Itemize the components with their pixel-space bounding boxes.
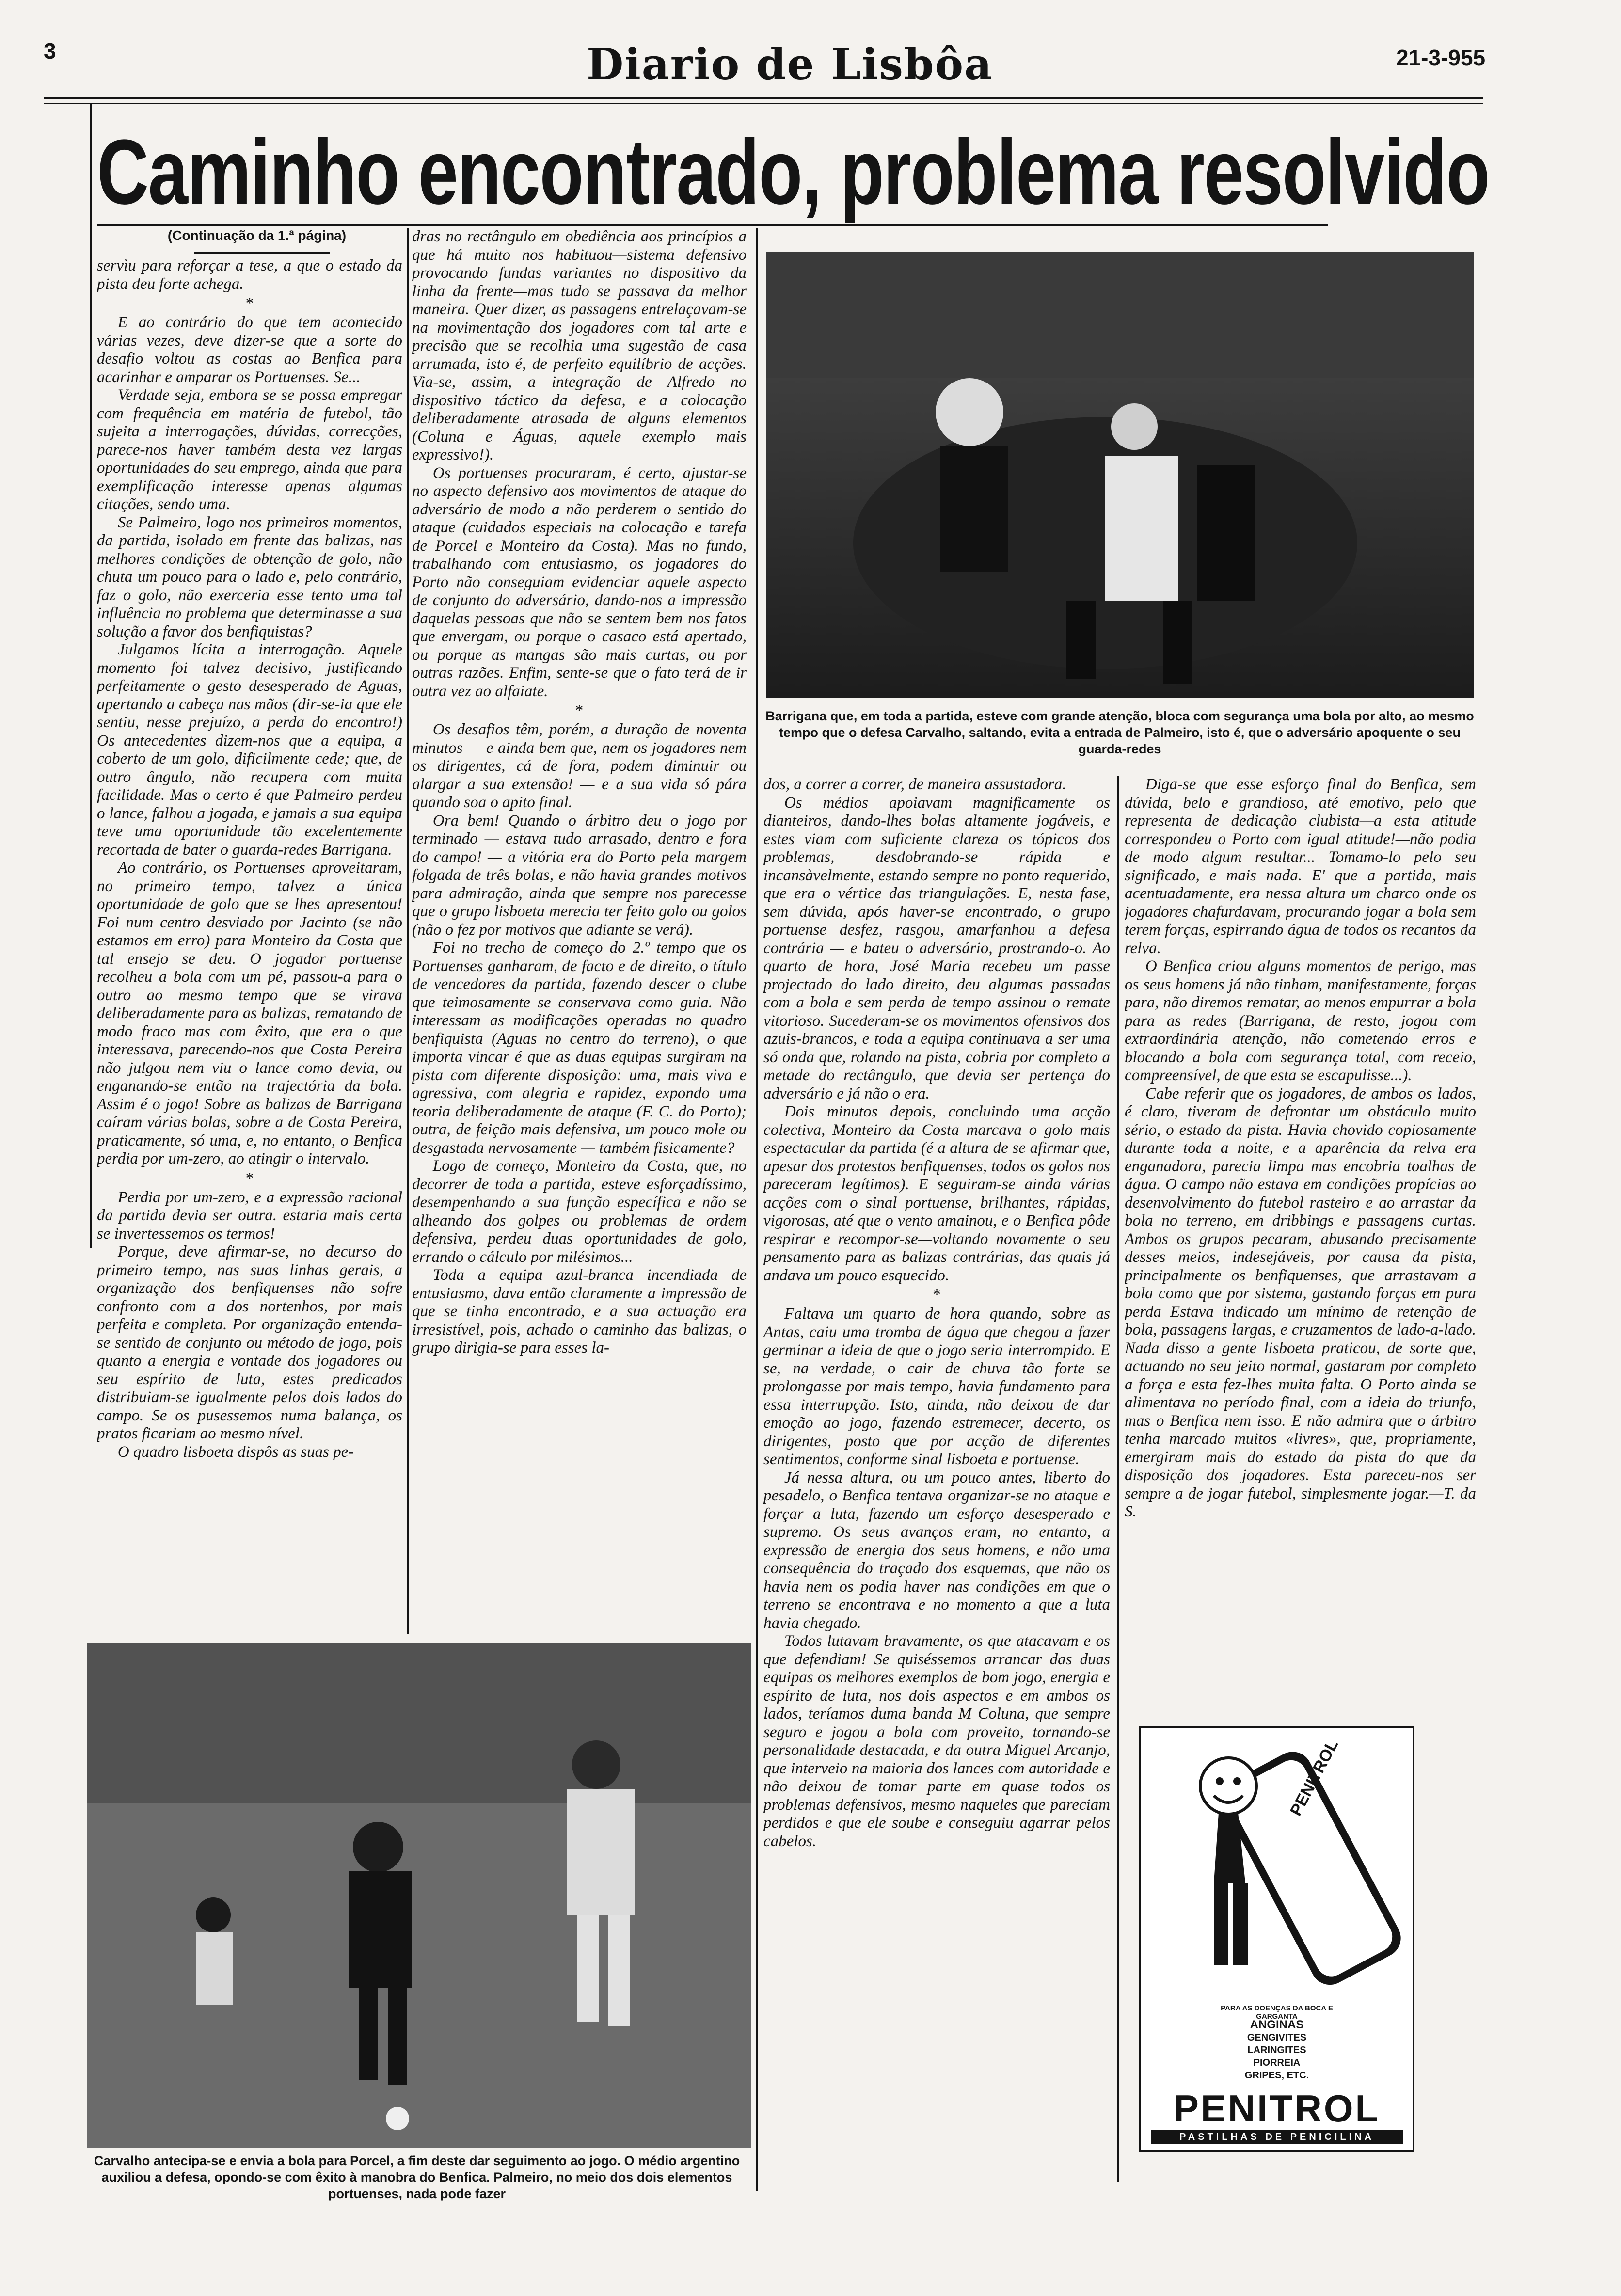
paragraph: Perdia por um-zero, e a expressão racional da partida devia ser outra. estaria mais certa se invertessemos os termos!	[97, 1188, 402, 1243]
paragraph: Dois minutos depois, concluindo uma acção colectiva, Monteiro da Costa marcava o golo mais espectacular da partida (é a altura de se afirmar que, apesar dos protestos benfiquenses, todos os golos nos pareceram legítimos). E seguiram-se ainda várias acções com o sinal portuense, brilhantes, rápidas, vigorosas, até que o vento amainou, e o Benfica pôde respirar e recompor-se—voltando novamente o seu pensamento para as balizas contrárias, das quais já andava um pouco esquecido.	[763, 1103, 1110, 1284]
ad-ailment: ANGINAS	[1250, 2018, 1304, 2031]
article-column-2	[412, 228, 747, 1634]
masthead-rule	[44, 97, 1483, 99]
column-rule	[756, 228, 758, 2191]
ad-mascot-illustration	[1141, 1728, 1413, 1999]
paragraph: O Benfica criou alguns momentos de perigo, mas os seus homens já não tinham, manifestamente, forças para, não diremos rematar, ao menos empurrar a bola para as redes (Barrigana, de resto, jogou com extraordinária atenção, não cometendo erros e blocando a bola com segurança total, com receio, compreensível, de que esta se escapulisse...).	[1125, 957, 1476, 1084]
paragraph: Faltava um quarto de hora quando, sobre as Antas, caiu uma tromba de água que chegou a fazer germinar a ideia de que o jogo seria interrompido. E se, na verdade, o cair de chuva tão forte se prolongasse por mais tempo, havia fundamento para essa interrupção. Isto, ainda, não deixou de dar emoção ao jogo, fazendo estremecer, decerto, os dirigentes, posto que por acção de diferentes sentimentos, conforme sinal lisboeta e portuense.	[763, 1305, 1110, 1468]
bottom-photo-caption: Carvalho antecipa-se e envia a bola para Porcel, a fim deste dar seguimento ao jogo. O médio argentino auxiliou a defesa, opondo-se com êxito à manobra do Benfica. Palmeiro, no meio dos dois elementos portuenses, nada pode fazer	[94, 2153, 740, 2201]
ad-ailment: PIORREIA	[1253, 2057, 1301, 2068]
paragraph: Verdade seja, embora se se possa empregar com frequência em matéria de futebol, tão sujeita a interrogações, dúvidas, correcções, parece-nos haver também desta vez largas oportunidades do seu emprego, ainda que para exemplificação interesse apenas algumas citações, sendo uma.	[97, 386, 402, 513]
paragraph: Ao contrário, os Portuenses aproveitaram, no primeiro tempo, talvez a única oportunidade de golo que se lhes apresentou! Foi num centro desviado por Jacinto (se não estamos em erro) para Monteiro da Costa que tal ensejo se deu. O jogador portuense recolheu a bola com um pé, passou-a para o outro ao mesmo tempo que se virava deliberadamente para as balizas, rematando de modo fraco mas com êxito, que era o que interessava, parecendo-nos que Costa Pereira não julgou nem viu o lance como devia, ou enganando-se então na trajectória da bola. Assim é o jogo! Sobre as balizas de Barrigana caíram várias bolas, sobre a de Costa Pereira, praticamente, só uma, e, no entanto, o Benfica perdia por um-zero, ao atingir o intervalo.	[97, 859, 402, 1167]
ad-small-text: PARA AS DOENÇAS DA BOCA E GARGANTA	[1221, 2004, 1333, 2021]
article-column-3	[763, 776, 1110, 2172]
paragraph: servìu para reforçar a tese, a que o estado da pista deu forte achega.	[97, 257, 402, 293]
issue-date: 21-3-955	[1396, 45, 1486, 70]
page-number: 3	[44, 38, 56, 64]
section-asterisk: *	[245, 294, 254, 312]
article-column-1	[97, 257, 402, 1634]
paragraph: Cabe referir que os jogadores, de ambos os lados, é claro, tiveram de defrontar um obstáculo muito sério, o estado da pista. Havia chovido copiosamente durante toda a noite, e a aparência da relva era enganadora, parecia limpa mas encobria toalhas de água. O campo não estava em condições propícias ao desenvolvimento do futebol rasteiro e ao arrastar da bola no terreno, em dribbings e passagens curtas. Ambos os grupos pecaram, abusando precisamente desses meios, indesejáveis, por causa da pista, principalmente os benfiquenses, que arrastavam a bola como que por sistema, gastando forças em pura perda Estava indicado um mínimo de retenção de bola, passagens largas, e cruzamentos de lado-a-lado. Nada disso a gente lisboeta praticou, de sorte que, actuando no seu jeito normal, gastaram por completo a força e esta fez-lhes muita falta. O Porto ainda se alimentava no período final, com a ideia do triunfo, mas o Benfica nem isso. E não admira que o árbitro tenha marcado muitos «livres», que, propriamente, emergiram mais do estado da pista do que da disposição dos jogadores. Esta pareceu-nos ser sempre a de jogar futebol, simplesmente jogar.—T. da S.	[1125, 1084, 1476, 1520]
headline-rule	[97, 224, 1328, 226]
paragraph: Os médios apoiavam magnificamente os dianteiros, dando-lhes bolas altamente jogáveis, e estes viam com suficiente clareza os tópicos dos problemas, desdobrando-se rápida e incansàvelmente, estando sempre no ponto requerido, que era o vértice das triangulações. E, nesta fase, sem dúvida, após haver-se encontrado, o grupo portuense desfez, rasgou, amarfanhou a defesa contrária — e bateu o adversário, prostrando-o. Ao quarto de hora, José Maria recebeu um passe projectado do lado direito, deu algumas passadas com a bola e sem perda de tempo assinou o remate vitorioso. Sucederam-se os movimentos ofensivos dos azuis-brancos, e toda a equipa continuava a ser uma só onda que, rolando na pista, cobria por completo a metade do rectângulo, que devia ser pertença do adversário e já não o era.	[763, 794, 1110, 1102]
paragraph: Os desafios têm, porém, a duração de noventa minutos — e ainda bem que, nem os jogadores nem os dirigentes, cá de fora, podem diminuir ou alargar a sua extensão! — e a sua vida só pára quando soa o apito final.	[412, 721, 747, 811]
column-rule	[407, 228, 409, 1634]
paragraph: Ora bem! Quando o árbitro deu o jogo por terminado — estava tudo arrasado, dentro e fora do campo! — a vitória era do Porto pela margem folgada de três bolas, e não havia grandes motivos para admiração, ainda que sempre nos parecesse que o grupo lisboeta merecia ter feito golo ou golos (não o fez por motivos que adiante se verá).	[412, 812, 747, 939]
paragraph: dos, a correr a correr, de maneira assustadora.	[763, 776, 1066, 793]
left-border-rule	[90, 104, 92, 1248]
paragraph: Porque, deve afirmar-se, no decurso do primeiro tempo, nas suas linhas gerais, a organização dos benfiquenses não sofre confronto com a dos nortenhos, por mais perfeita e completa. Por organização entenda-se sentido de conjunto ou método de jogo, pois quanto a energia e vontade dos jogadores ou seu espírito de luta, estes predicados distribuiam-se igualmente pelos dois lados do campo. Se os pusessemos numa balança, os pratos ficariam ao mesmo nível.	[97, 1243, 402, 1442]
ad-ailments-list	[1199, 2019, 1354, 2082]
paragraph: Julgamos lícita a interrogação. Aquele momento foi talvez decisivo, justificando perfeitamente o gesto desesperado de Aguas, apertando a cabeça nas mãos (dir-se-ia que ele sentiu, nesse prejuízo, a perda do encontro!) Os antecedentes dizem-nos que a equipa, a coberto de um golo, dificilmente cede; que, de outro ângulo, não recupera com muita facilidade. Mas o certo é que Palmeiro perdeu o lance, falhou a jogada, e jamais a sua equipa teve uma oportunidade tão excelentemente recortada de bater o guarda-redes Barrigana.	[97, 641, 402, 859]
paragraph: O quadro lisboeta dispôs as suas pe-	[117, 1443, 354, 1461]
ad-product-name: PENITROL	[1173, 2087, 1381, 2130]
continuation-rule	[194, 252, 330, 254]
paragraph: Foi no trecho de começo do 2.º tempo que os Portuenses ganharam, de facto e de direito, o título de vencedores da partida, fazendo descer o clube que teimosamente se conservava como guia. Não interessam as modificações operadas no quadro benfiquista (Aguas no centro do terreno), o que importa vincar é que as duas equipas surgiram na pista com diferente disposição: uma, mais viva e agressiva, com alegria e rapidez, expondo uma teoria deliberadamente de ataque (F. C. do Porto); outra, de feição mais defensiva, um pouco mole ou desgastada nervosamente — também fisicamente?	[412, 939, 747, 1157]
column-rule	[1117, 776, 1119, 2182]
paragraph: Os portuenses procuraram, é certo, ajustar-se no aspecto defensivo aos movimentos de ataque do adversário de modo a não perderem o sentido do ataque (cuidados especiais na colocação e tarefa de Porcel e Monteiro da Costa). Mas no fundo, trabalhando com entusiasmo, os jogadores do Porto não conseguiam evidenciar aquele aspecto de conjunto do adversário, dando-nos a impressão daquelas pessoas que não se sentem bem nos fatos que envergam, ou porque o casaco está apertado, ou porque as mangas são mais curtas, ou por outras razões. Enfim, sente-se que o fato terá de ir outra vez ao alfaiate.	[412, 464, 747, 700]
section-asterisk: *	[575, 702, 584, 719]
penitrol-advertisement	[1139, 1726, 1414, 2152]
match-photo-action	[87, 1643, 751, 2148]
newspaper-masthead: Diario de Lisbôa	[587, 39, 993, 89]
ad-ailment: GRIPES, ETC.	[1244, 2070, 1309, 2081]
section-asterisk: *	[933, 1286, 941, 1304]
match-photo-goalkeeper	[766, 252, 1474, 698]
ad-ailment: LARINGITES	[1247, 2045, 1306, 2056]
masthead-rule-thin	[44, 103, 1483, 104]
paragraph: Todos lutavam bravamente, os que atacavam e os que defendiam! Se quiséssemos arrancar das duas equipas os melhores exemplos de bom jogo, energia e espírito de luta, nos dois aspectos e em ambos os lados, teríamos duma banda M Coluna, que sempre seguro e jogou a bola com proveito, tornando-se personalidade destacada, e da outra Miguel Arcanjo, que interveio na maioria dos lances com autoridade e não deixou de tomar parte em quase todos os problemas defensivos, mesmo naqueles que pareciam perdidos e que ele soube e conseguiu agarrar pelos cabelos.	[763, 1632, 1110, 1850]
headline: Caminho encontrado, problema resolvido	[97, 121, 1490, 223]
paragraph: dras no rectângulo em obediência aos princípios a que há muito nos habituou—sistema defensivo provocando fundas variantes no dispositivo da linha da frente—mas tudo se passava da melhor maneira. Quer dizer, as passagens entrelaçavam-se na movimentação dos jogadores com tal arte e precisão que se recolhia uma sugestão de casa arrumada, isto é, de perfeito equilíbrio de acções. Via-se, assim, a integração de Alfredo no dispositivo táctico da defesa, e a colocação deliberadamente atrasada de alguns elementos (Coluna e Águas, aquele exemplo mais expressivo!).	[412, 228, 747, 463]
top-photo-caption: Barrigana que, em toda a partida, esteve com grande atenção, bloca com segurança uma bola por alto, ao mesmo tempo que o defesa Carvalho, saltando, evita a entrada de Palmeiro, isto é, que o adversário apoquente o seu guarda-redes	[765, 709, 1474, 756]
ad-tagline: PASTILHAS DE PENICILINA	[1151, 2130, 1403, 2144]
paragraph: E ao contrário do que tem acontecido várias vezes, deve dizer-se que a sorte do desafio voltou as costas ao Benfica para acarinhar e amparar os Portuenses. Se...	[97, 314, 402, 386]
article-column-4	[1125, 776, 1476, 1697]
continuation-note: (Continuação da 1.ª página)	[167, 228, 347, 243]
paragraph: Toda a equipa azul-branca incendiada de entusiasmo, dava então claramente a impressão de que se tinha encontrado, e a sua actuação era irresistível, pois, achado o caminho das balizas, o grupo dirigia-se para esses la-	[412, 1266, 747, 1356]
paragraph: Diga-se que esse esforço final do Benfica, sem dúvida, belo e grandioso, até emotivo, pelo que representa de dedicação clubista—a esta atitude correspondeu o Porto com igual atitude!—não podia de modo algum resultar... Tomamo-lo pelo seu significado, e mais nada. E' que a partida, mais acentuadamente, era nessa altura um charco onde os jogadores chafurdavam, procurando jogar a bola sem terem forças, espirrando água de todos os recantos da relva.	[1125, 776, 1476, 957]
paragraph: Já nessa altura, ou um pouco antes, liberto do pesadelo, o Benfica tentava organizar-se no ataque e forçar a luta, fazendo um esforço desesperado e supremo. Os seus avanços eram, no entanto, a expressão de energia dos seus homens, e não uma consequência do traçado dos esquemas, que não os havia nem os podia haver nas condições em que o terreno se encontrava e no momento a que a luta havia chegado.	[763, 1468, 1110, 1632]
ad-ailment: GENGIVITES	[1247, 2032, 1307, 2043]
photo-goalkeeper-catch	[766, 252, 1474, 698]
tube-label: PENITROL	[1287, 1737, 1342, 1819]
photo-players-action	[87, 1643, 751, 2148]
paragraph: Se Palmeiro, logo nos primeiros momentos, da partida, isolado em frente das balizas, nas melhores condições de obtenção de golo, não chuta um pouco para o lado e, pelo contrário, faz o golo, não exerceria esse tento uma tal influência no problema que determinasse a sua solução a favor dos benfiquistas?	[97, 513, 402, 640]
paragraph: Logo de começo, Monteiro da Costa, que, no decorrer de toda a partida, esteve esforçadíssimo, desempenhando a sua função específica e não se alheando dos golpes ou problemas de ordem defensiva, perdeu duas oportunidades de golo, errando o cálculo por milésimos...	[412, 1157, 747, 1266]
section-asterisk: *	[245, 1169, 254, 1187]
